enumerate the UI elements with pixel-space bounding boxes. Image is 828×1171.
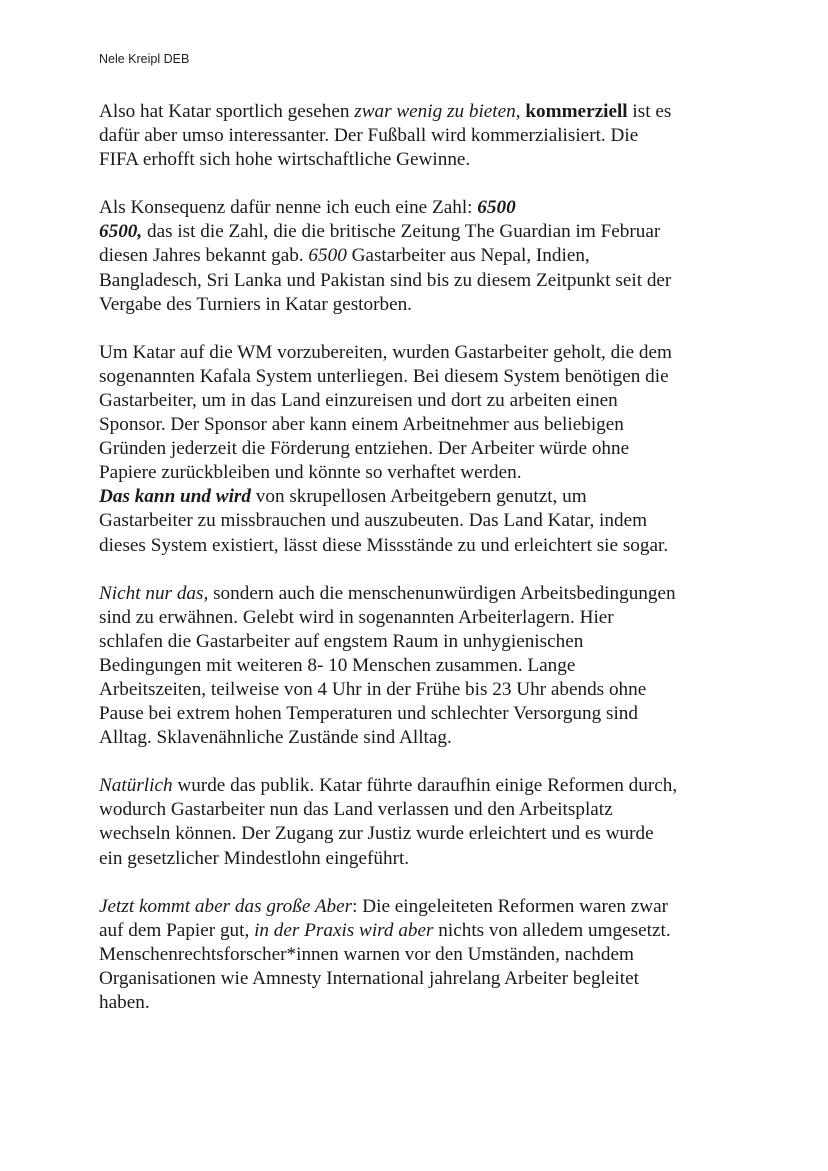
text-run: Um Katar auf die WM vorzubereiten, wurden Gastarbeiter geholt, die dem: [99, 341, 672, 363]
text-line: [99, 606, 739, 630]
text-run: Vergabe des Turniers in Katar gestorben.: [99, 293, 412, 315]
text-run: : Die eingeleiteten Reformen waren zwar: [352, 895, 669, 917]
text-line: [99, 895, 739, 919]
text-run: wodurch Gastarbeiter nun das Land verlassen und den Arbeitsplatz: [99, 799, 613, 821]
text-run: Als Konsequenz dafür nenne ich euch eine Zahl:: [99, 197, 478, 219]
text-run: sogenannten Kafala System unterliegen. Bei diesem System benötigen die: [99, 365, 669, 387]
text-run: Arbeitszeiten, teilweise von 4 Uhr in der Frühe bis 23 Uhr abends ohne: [99, 678, 647, 700]
text-line: [99, 943, 739, 967]
text-line: [99, 919, 739, 943]
text-run: Also hat Katar sportlich gesehen: [99, 101, 355, 122]
document-body: [99, 100, 739, 1039]
text-run: Gastarbeiter, um in das Land einzureisen und dort zu arbeiten einen: [99, 389, 618, 411]
text-line: [99, 509, 739, 533]
text-run: das ist die Zahl, die die britische Zeitung The Guardian im Februar: [142, 221, 661, 243]
text-run: Das kann und wird: [99, 486, 251, 508]
text-run: 6500: [308, 245, 347, 267]
text-run: in der Praxis wird aber: [254, 919, 434, 941]
text-run: von skrupellosen Arbeitgebern genutzt, um: [250, 486, 587, 508]
text-run: Gastarbeiter zu missbrauchen und auszubeuten. Das Land Katar, indem: [99, 510, 648, 532]
text-run: Bedingungen mit weiteren 8- 10 Menschen zusammen. Lange: [99, 654, 576, 676]
text-line: [99, 389, 739, 413]
text-run: wurde das publik. Katar führte daraufhin einige Reformen durch,: [172, 775, 678, 797]
text-run: auf dem Papier gut,: [99, 919, 255, 941]
text-line: [99, 798, 739, 822]
text-run: ist es: [627, 101, 672, 122]
text-line: [99, 485, 739, 509]
text-line: [99, 220, 739, 244]
text-line: [99, 148, 739, 172]
text-run: Jetzt kommt aber das große Aber: [99, 895, 353, 917]
text-line: [99, 365, 739, 389]
text-line: [99, 244, 739, 268]
text-run: Organisationen wie Amnesty International jahrelang Arbeiter begleitet: [99, 967, 639, 989]
text-line: [99, 582, 739, 606]
text-run: ,: [515, 101, 526, 122]
text-line: [99, 654, 739, 678]
text-run: dafür aber umso interessanter. Der Fußball wird kommerzialisiert. Die: [99, 125, 639, 147]
text-run: ein gesetzlicher Mindestlohn eingeführt.: [99, 847, 410, 869]
text-line: [99, 437, 739, 461]
text-line: [99, 413, 739, 437]
text-line: [99, 341, 739, 365]
text-run: dieses System existiert, lässt diese Missstände zu und erleichtert sie sogar.: [99, 534, 669, 556]
text-run: Gastarbeiter aus Nepal, Indien,: [346, 245, 590, 267]
text-line: [99, 702, 739, 726]
text-line: [99, 196, 739, 220]
text-run: Papiere zurückbleiben und könnte so verhaftet werden.: [99, 462, 522, 484]
text-line: [99, 100, 739, 124]
paragraph: [99, 774, 739, 870]
text-line: [99, 991, 739, 1015]
text-line: [99, 630, 739, 654]
text-line: [99, 726, 739, 750]
text-run: nichts von alledem umgesetzt.: [433, 919, 671, 941]
text-run: zwar wenig zu bieten: [354, 101, 516, 122]
paragraph: [99, 100, 739, 172]
text-run: Menschenrechtsforscher*innen warnen vor den Umständen, nachdem: [99, 943, 634, 965]
paragraph: [99, 582, 739, 751]
text-line: [99, 293, 739, 317]
text-line: [99, 124, 739, 148]
text-line: [99, 822, 739, 846]
paragraph: [99, 895, 739, 1015]
text-run: Nicht nur das,: [99, 582, 209, 604]
text-run: Pause bei extrem hohen Temperaturen und schlechter Versorgung sind: [99, 703, 638, 725]
text-line: [99, 269, 739, 293]
text-run: Gründen jederzeit die Förderung entziehen. Der Arbeiter würde ohne: [99, 438, 630, 460]
text-line: [99, 774, 739, 798]
text-run: schlafen die Gastarbeiter auf engstem Raum in unhygienischen: [99, 630, 584, 652]
paragraph: [99, 341, 739, 558]
text-line: [99, 678, 739, 702]
text-run: Sponsor. Der Sponsor aber kann einem Arbeitnehmer aus beliebigen: [99, 414, 624, 436]
text-line: [99, 847, 739, 871]
text-run: Bangladesch, Sri Lanka und Pakistan sind bis zu diesem Zeitpunkt seit der: [99, 269, 672, 291]
text-run: diesen Jahres bekannt gab.: [99, 245, 309, 267]
text-run: 6500: [477, 197, 516, 219]
text-run: sind zu erwähnen. Gelebt wird in sogenannten Arbeiterlagern. Hier: [99, 606, 614, 628]
text-run: 6500,: [99, 221, 143, 243]
text-line: [99, 967, 739, 991]
text-run: wechseln können. Der Zugang zur Justiz wurde erleichtert und es wurde: [99, 823, 654, 845]
page-header-author: Nele Kreipl DEB: [99, 52, 190, 66]
text-run: FIFA erhofft sich hohe wirtschaftliche Gewinne.: [99, 149, 471, 171]
text-run: haben.: [99, 992, 150, 1013]
text-line: [99, 461, 739, 485]
text-run: kommerziell: [525, 101, 628, 122]
paragraph: [99, 196, 739, 316]
text-run: sondern auch die menschenunwürdigen Arbeitsbedingungen: [208, 582, 676, 604]
text-line: [99, 534, 739, 558]
text-run: Alltag. Sklavenähnliche Zustände sind Alltag.: [99, 727, 452, 749]
text-run: Natürlich: [99, 775, 173, 797]
